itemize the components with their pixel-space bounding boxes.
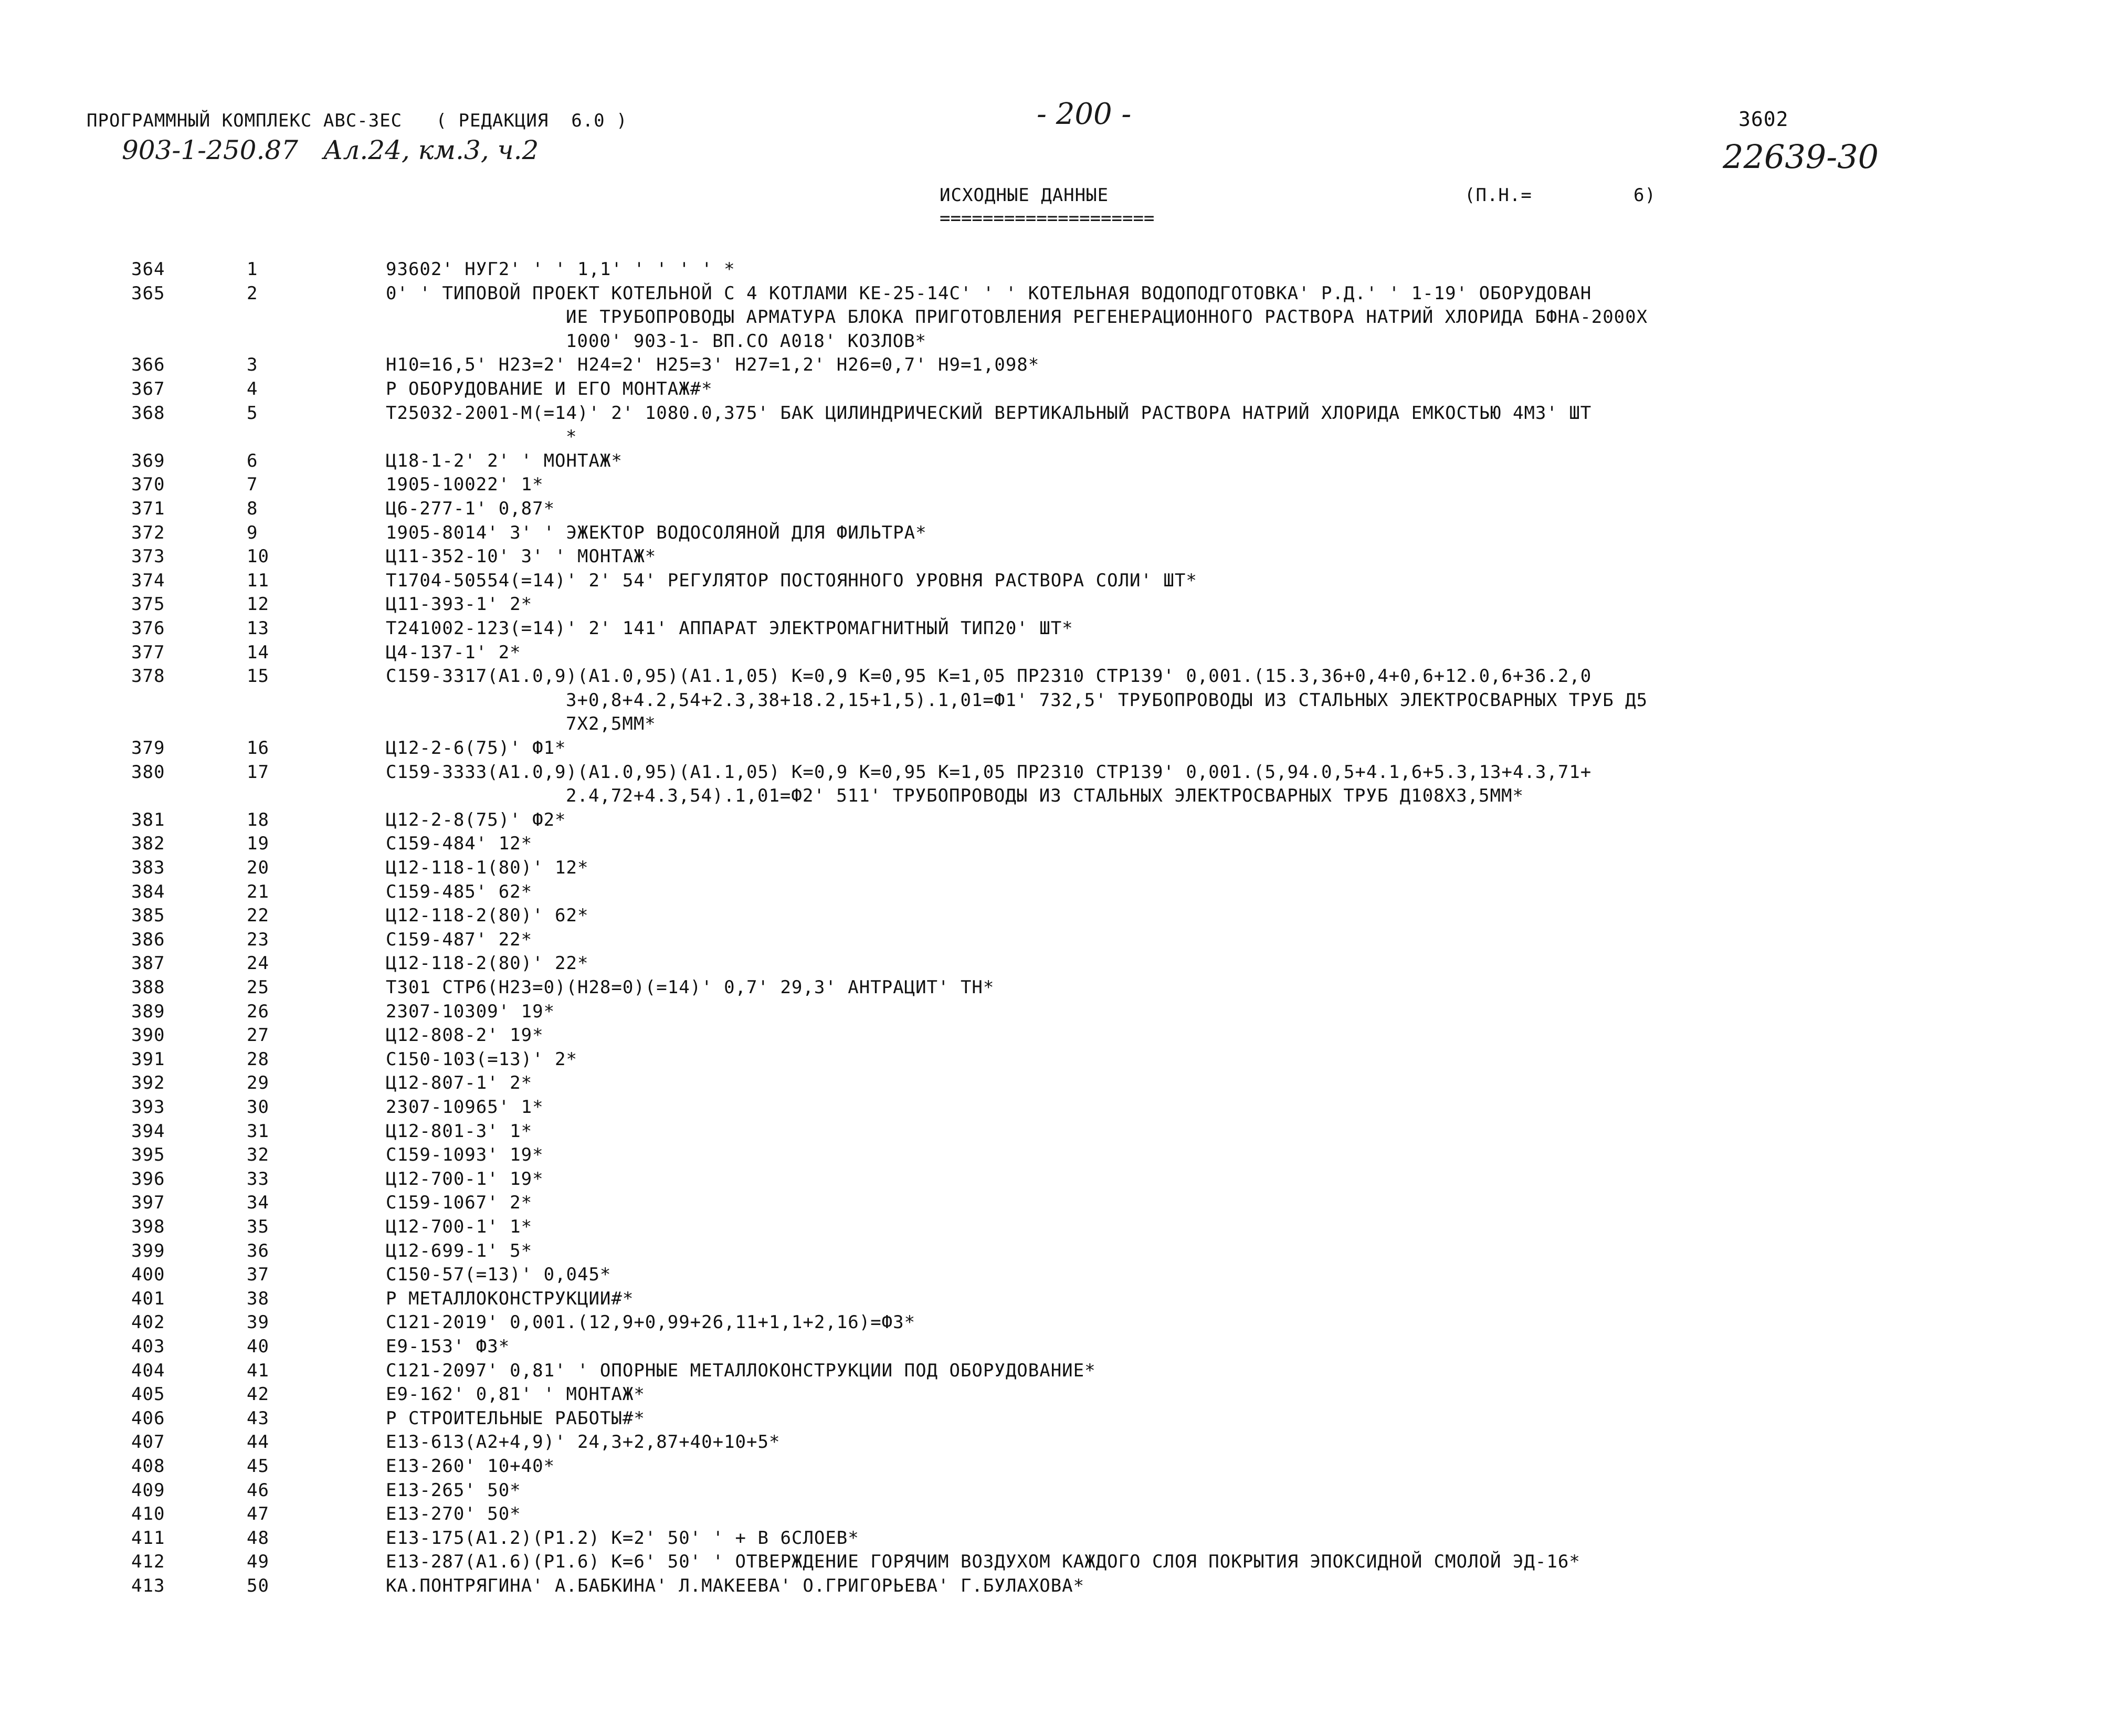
- item-number: 7: [247, 474, 258, 496]
- line-text: 2.4,72+4.3,54).1,01=Ф2' 511' ТРУБОПРОВОДЫ ИЗ СТАЛЬНЫХ ЭЛЕКТРОСВАРНЫХ ТРУБ Д108Х3,5ММ*: [566, 785, 1524, 807]
- item-number: 46: [247, 1479, 269, 1501]
- item-number: 36: [247, 1240, 269, 1261]
- line-number: 367: [131, 378, 165, 399]
- item-number: 44: [247, 1432, 269, 1453]
- line-text: ИЕ ТРУБОПРОВОДЫ АРМАТУРА БЛОКА ПРИГОТОВЛЕНИЯ РЕГЕНЕРАЦИОННОГО РАСТВОРА НАТРИЙ ХЛОРИДА БФНА-2000Х: [566, 307, 1648, 328]
- line-text: Т301 СТР6(Н23=0)(Н28=0)(=14)' 0,7' 29,3' АНТРАЦИТ' ТН*: [386, 977, 995, 998]
- line-text: Е13-260' 10+40*: [386, 1456, 555, 1477]
- page-number: - 200 -: [1037, 97, 1132, 131]
- line-number: 404: [131, 1360, 165, 1381]
- item-number: 48: [247, 1527, 269, 1549]
- line-number: 366: [131, 354, 165, 376]
- line-number: 364: [131, 259, 165, 280]
- line-text: С121-2019' 0,001.(12,9+0,99+26,11+1,1+2,16)=Ф3*: [386, 1312, 916, 1333]
- line-text: Ц11-393-1' 2*: [386, 594, 533, 615]
- line-number: 382: [131, 833, 165, 855]
- item-number: 45: [247, 1456, 269, 1477]
- item-number: 33: [247, 1168, 269, 1190]
- line-text: Т25032-2001-М(=14)' 2' 1080.0,375' БАК ЦИЛИНДРИЧЕСКИЙ ВЕРТИКАЛЬНЫЙ РАСТВОРА НАТРИЙ ХЛОРИДА ЕМКОСТЬЮ 4М3' ШТ: [386, 402, 1592, 424]
- line-text: Е9-153' Ф3*: [386, 1336, 510, 1357]
- line-number: 399: [131, 1240, 165, 1261]
- item-number: 14: [247, 641, 269, 663]
- item-number: 11: [247, 570, 269, 591]
- line-number: 383: [131, 857, 165, 878]
- line-text: Р МЕТАЛЛОКОНСТРУКЦИИ#*: [386, 1288, 634, 1309]
- line-text: *: [566, 426, 577, 448]
- item-number: 35: [247, 1216, 269, 1237]
- item-number: 43: [247, 1407, 269, 1429]
- item-number: 47: [247, 1503, 269, 1525]
- item-number: 3: [247, 354, 258, 376]
- line-text: Е13-270' 50*: [386, 1503, 521, 1525]
- line-text: Р ОБОРУДОВАНИЕ И ЕГО МОНТАЖ#*: [386, 378, 713, 399]
- line-text: С159-3317(А1.0,9)(А1.0,95)(А1.1,05) К=0,9 К=0,95 К=1,05 ПР2310 СТР139' 0,001.(15.3,36+0,4+0,6+12.0,6+36.2,0: [386, 666, 1592, 687]
- line-text: 1905-8014' 3' ' ЭЖЕКТОР ВОДОСОЛЯНОЙ ДЛЯ ФИЛЬТРА*: [386, 522, 927, 543]
- line-text: Н10=16,5' Н23=2' Н24=2' Н25=3' Н27=1,2' Н26=0,7' Н9=1,098*: [386, 354, 1040, 376]
- item-number: 22: [247, 905, 269, 927]
- line-number: 395: [131, 1144, 165, 1166]
- item-number: 21: [247, 881, 269, 902]
- item-number: 18: [247, 809, 269, 830]
- item-number: 19: [247, 833, 269, 855]
- line-text: 1000' 903-1- ВП.СО А018' КОЗЛОВ*: [566, 330, 927, 352]
- line-text: Е9-162' 0,81' ' МОНТАЖ*: [386, 1384, 645, 1405]
- item-number: 31: [247, 1120, 269, 1142]
- line-number: 397: [131, 1192, 165, 1214]
- line-text: Ц12-801-3' 1*: [386, 1120, 533, 1142]
- line-number: 387: [131, 953, 165, 974]
- line-number: 402: [131, 1312, 165, 1333]
- item-number: 6: [247, 450, 258, 471]
- line-number: 393: [131, 1097, 165, 1118]
- program-header: ПРОГРАММНЫЙ КОМПЛЕКС АВС-ЗЕС ( РЕДАКЦИЯ 6.0 ): [87, 110, 628, 131]
- line-text: Ц12-700-1' 19*: [386, 1168, 544, 1190]
- item-number: 28: [247, 1048, 269, 1070]
- item-number: 15: [247, 666, 269, 687]
- line-number: 365: [131, 282, 165, 304]
- line-text: Ц12-2-6(75)' Ф1*: [386, 738, 566, 759]
- line-text: Ц12-118-1(80)' 12*: [386, 857, 589, 878]
- line-text: С159-484' 12*: [386, 833, 533, 855]
- item-number: 24: [247, 953, 269, 974]
- item-number: 26: [247, 1001, 269, 1022]
- item-number: 8: [247, 498, 258, 519]
- line-text: КА.ПОНТРЯГИНА' А.БАБКИНА' Л.МАКЕЕВА' О.ГРИГОРЬЕВА' Г.БУЛАХОВА*: [386, 1575, 1085, 1596]
- line-text: Ц12-2-8(75)' Ф2*: [386, 809, 566, 830]
- line-text: Е13-175(А1.2)(Р1.2) К=2' 50' ' + В 6СЛОЕВ*: [386, 1527, 859, 1549]
- line-text: Ц18-1-2' 2' ' МОНТАЖ*: [386, 450, 623, 471]
- item-number: 5: [247, 402, 258, 424]
- line-text: Е13-265' 50*: [386, 1479, 521, 1501]
- line-number: 372: [131, 522, 165, 543]
- line-number: 386: [131, 929, 165, 950]
- line-text: 2307-10309' 19*: [386, 1001, 555, 1022]
- line-text: Т1704-50554(=14)' 2' 54' РЕГУЛЯТОР ПОСТОЯННОГО УРОВНЯ РАСТВОРА СОЛИ' ШТ*: [386, 570, 1197, 591]
- item-number: 42: [247, 1384, 269, 1405]
- line-number: 384: [131, 881, 165, 902]
- item-number: 49: [247, 1551, 269, 1573]
- item-number: 2: [247, 282, 258, 304]
- item-number: 20: [247, 857, 269, 878]
- item-number: 27: [247, 1025, 269, 1046]
- item-number: 50: [247, 1575, 269, 1596]
- item-number: 40: [247, 1336, 269, 1357]
- handwritten-reference: 903-1-250.87 Ал.24, км.3, ч.2: [122, 135, 539, 165]
- item-number: 16: [247, 738, 269, 759]
- line-number: 409: [131, 1479, 165, 1501]
- item-number: 37: [247, 1264, 269, 1286]
- line-number: 379: [131, 738, 165, 759]
- line-text: Ц12-700-1' 1*: [386, 1216, 533, 1237]
- line-text: С159-1067' 2*: [386, 1192, 533, 1214]
- document-number: 22639-30: [1723, 138, 1879, 176]
- line-number: 377: [131, 641, 165, 663]
- item-number: 34: [247, 1192, 269, 1214]
- line-text: Е13-287(А1.6)(Р1.6) К=6' 50' ' ОТВЕРЖДЕНИЕ ГОРЯЧИМ ВОЗДУХОМ КАЖДОГО СЛОЯ ПОКРЫТИЯ ЭПОКСИДНОЙ СМОЛОЙ ЭД-16*: [386, 1551, 1580, 1573]
- line-number: 378: [131, 666, 165, 687]
- section-title: ИСХОДНЫЕ ДАННЫЕ: [940, 185, 1109, 206]
- item-number: 17: [247, 761, 269, 783]
- line-number: 390: [131, 1025, 165, 1046]
- line-number: 403: [131, 1336, 165, 1357]
- item-number: 32: [247, 1144, 269, 1166]
- line-text: С150-103(=13)' 2*: [386, 1048, 577, 1070]
- line-text: С159-1093' 19*: [386, 1144, 544, 1166]
- item-number: 4: [247, 378, 258, 399]
- line-text: 0' ' ТИПОВОЙ ПРОЕКТ КОТЕЛЬНОЙ С 4 КОТЛАМИ КЕ-25-14С' ' ' КОТЕЛЬНАЯ ВОДОПОДГОТОВКА' Р.Д.' ' 1-19' ОБОРУДОВАН: [386, 282, 1592, 304]
- item-number: 30: [247, 1097, 269, 1118]
- item-number: 41: [247, 1360, 269, 1381]
- line-text: Е13-613(А2+4,9)' 24,3+2,87+40+10+5*: [386, 1432, 781, 1453]
- line-number: 368: [131, 402, 165, 424]
- line-text: Ц12-118-2(80)' 62*: [386, 905, 589, 927]
- line-text: Ц12-808-2' 19*: [386, 1025, 544, 1046]
- section-pn: (П.Н.= 6): [1464, 185, 1656, 206]
- line-text: 3+0,8+4.2,54+2.3,38+18.2,15+1,5).1,01=Ф1' 732,5' ТРУБОПРОВОДЫ ИЗ СТАЛЬНЫХ ЭЛЕКТРОСВАРНЫХ ТРУБ Д5: [566, 689, 1648, 711]
- sheet-code: 3602: [1738, 108, 1789, 131]
- line-text: Ц12-699-1' 5*: [386, 1240, 533, 1261]
- item-number: 13: [247, 618, 269, 639]
- line-number: 396: [131, 1168, 165, 1190]
- line-number: 371: [131, 498, 165, 519]
- line-text: Ц12-807-1' 2*: [386, 1072, 533, 1094]
- line-number: 407: [131, 1432, 165, 1453]
- line-text: С121-2097' 0,81' ' ОПОРНЫЕ МЕТАЛЛОКОНСТРУКЦИИ ПОД ОБОРУДОВАНИЕ*: [386, 1360, 1096, 1381]
- line-number: 400: [131, 1264, 165, 1286]
- line-number: 408: [131, 1456, 165, 1477]
- item-number: 39: [247, 1312, 269, 1333]
- line-number: 398: [131, 1216, 165, 1237]
- line-number: 406: [131, 1407, 165, 1429]
- item-number: 12: [247, 594, 269, 615]
- line-text: 2307-10965' 1*: [386, 1097, 544, 1118]
- line-text: Ц6-277-1' 0,87*: [386, 498, 555, 519]
- line-text: Ц4-137-1' 2*: [386, 641, 521, 663]
- line-text: С150-57(=13)' 0,045*: [386, 1264, 612, 1286]
- line-number: 388: [131, 977, 165, 998]
- line-text: Т241002-123(=14)' 2' 141' АППАРАТ ЭЛЕКТРОМАГНИТНЫЙ ТИП20' ШТ*: [386, 618, 1073, 639]
- line-number: 373: [131, 546, 165, 567]
- item-number: 25: [247, 977, 269, 998]
- line-number: 410: [131, 1503, 165, 1525]
- line-number: 411: [131, 1527, 165, 1549]
- line-text: Р СТРОИТЕЛЬНЫЕ РАБОТЫ#*: [386, 1407, 645, 1429]
- section-rule: ====================: [940, 208, 1155, 229]
- line-text: 7Х2,5ММ*: [566, 713, 656, 735]
- line-number: 370: [131, 474, 165, 496]
- line-text: С159-487' 22*: [386, 929, 533, 950]
- line-number: 385: [131, 905, 165, 927]
- item-number: 1: [247, 259, 258, 280]
- line-text: Ц12-118-2(80)' 22*: [386, 953, 589, 974]
- line-number: 381: [131, 809, 165, 830]
- line-text: 93602' НУГ2' ' ' 1,1' ' ' ' ' *: [386, 259, 735, 280]
- line-number: 392: [131, 1072, 165, 1094]
- item-number: 10: [247, 546, 269, 567]
- line-number: 394: [131, 1120, 165, 1142]
- line-number: 401: [131, 1288, 165, 1309]
- line-number: 375: [131, 594, 165, 615]
- line-text: 1905-10022' 1*: [386, 474, 544, 496]
- line-number: 391: [131, 1048, 165, 1070]
- line-number: 380: [131, 761, 165, 783]
- item-number: 29: [247, 1072, 269, 1094]
- line-text: Ц11-352-10' 3' ' МОНТАЖ*: [386, 546, 657, 567]
- line-text: С159-485' 62*: [386, 881, 533, 902]
- line-number: 413: [131, 1575, 165, 1596]
- line-number: 389: [131, 1001, 165, 1022]
- line-text: С159-3333(А1.0,9)(А1.0,95)(А1.1,05) К=0,9 К=0,95 К=1,05 ПР2310 СТР139' 0,001.(5,94.0,5+4.1,6+5.3,13+4.3,71+: [386, 761, 1592, 783]
- line-number: 412: [131, 1551, 165, 1573]
- item-number: 23: [247, 929, 269, 950]
- line-number: 374: [131, 570, 165, 591]
- line-number: 376: [131, 618, 165, 639]
- item-number: 38: [247, 1288, 269, 1309]
- item-number: 9: [247, 522, 258, 543]
- line-number: 369: [131, 450, 165, 471]
- line-number: 405: [131, 1384, 165, 1405]
